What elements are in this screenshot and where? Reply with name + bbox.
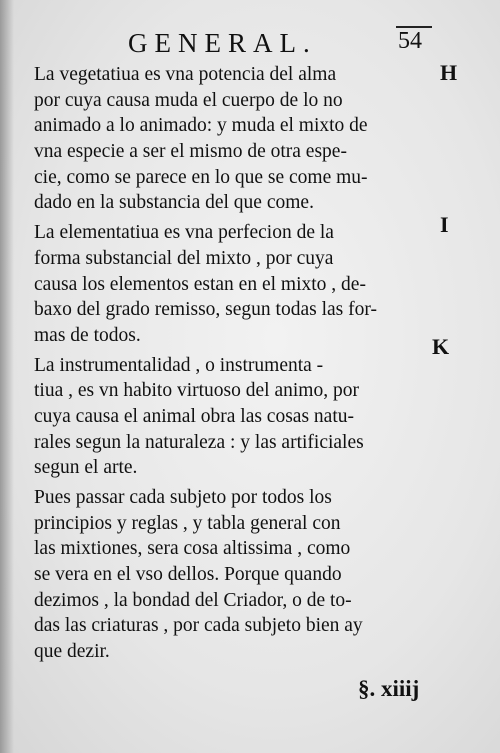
text-line: por cuya causa muda el cuerpo de lo no [34,89,343,111]
text-line: forma substancial del mixto , por cuya [34,247,334,269]
page-number: 54 [398,28,422,54]
margin-marker-k: K [432,334,450,359]
text-line: cie, como se parece en lo que se come mu- [34,166,368,188]
text-line: causa los elementos estan en el mixto , de- [34,273,366,295]
text-line: segun el arte. [34,457,138,479]
paragraph-elementatiua [34,220,442,348]
text-line: mas de todos. [34,324,141,346]
text-line: La instrumentalidad , o instrumenta - [34,354,324,376]
body-text [34,62,442,669]
text-line: animado a lo animado: y muda el mixto de [34,115,368,137]
text-line: La vegetatiua es vna potencia del alma [34,64,337,85]
text-line: las mixtiones, sera cosa altissima , como [34,538,351,560]
margin-marker-h: H [440,60,458,85]
text-line: La elementatiua es vna perfecion de la [34,222,334,244]
text-line: baxo del grado remisso, segun todas las for- [34,299,377,321]
text-line: dado en la substancia del que come. [34,192,314,214]
running-title: GENERAL. [128,28,317,58]
text-line: cuya causa el animal obra las cosas natu- [34,405,354,427]
paragraph-pues-passar [34,485,442,665]
text-line: principios y reglas , y tabla general con [34,512,341,534]
margin-marker-i: I [440,212,449,237]
page-header [0,24,500,64]
text-line: Pues passar cada subjeto por todos los [34,487,332,508]
text-line: vna especie a ser el mismo de otra espe- [34,141,347,163]
paragraph-instrumentalidad [34,353,442,481]
text-line: rales segun la naturaleza : y las artificiales [34,431,364,453]
text-line: das las criaturas , por cada subjeto bien ay [34,615,363,637]
text-line: que dezir. [34,641,110,663]
text-line: tiua , es vn habito virtuoso del animo, por [34,380,359,402]
text-line: se vera en el vso dellos. Porque quando [34,564,342,586]
signature-mark: §. xiiij [358,676,420,701]
text-line: dezimos , la bondad del Criador, o de to- [34,589,352,611]
paragraph-vegetatiua [34,62,442,216]
